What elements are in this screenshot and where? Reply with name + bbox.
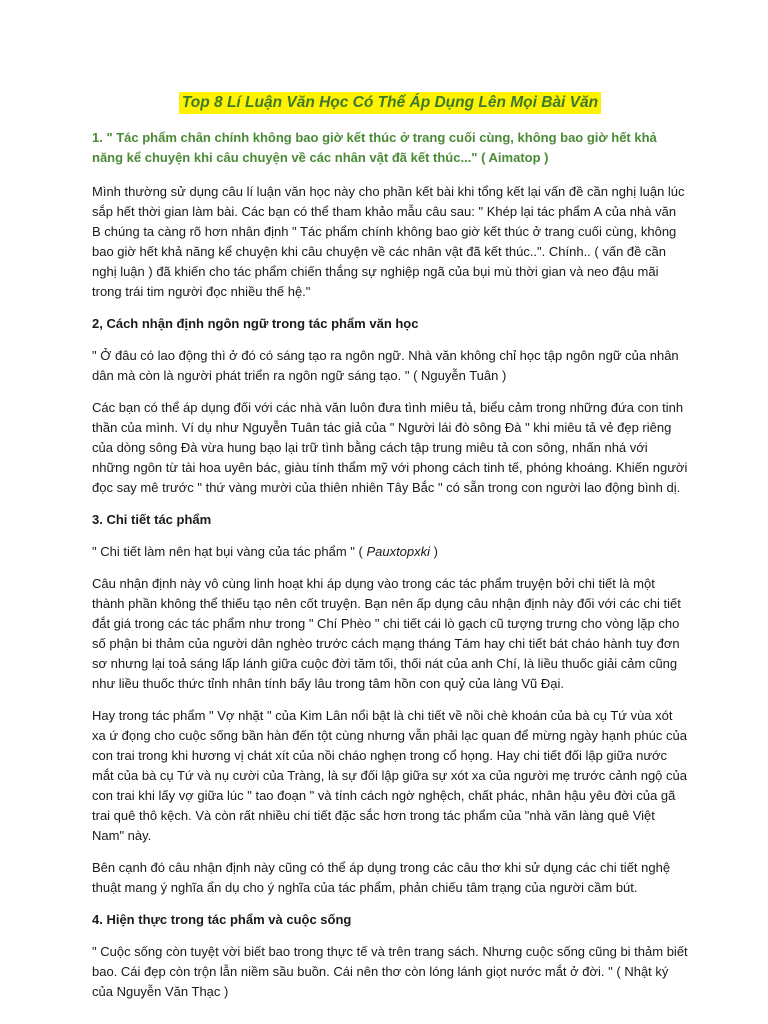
paragraph-8: " Cuộc sống còn tuyệt vời biết bao trong thực tế và trên trang sách. Nhưng cuộc sống cũng bi thảm biết bao. Cái đẹp còn trộn lẫn niềm sầu buồn. Cái nên thơ còn lóng lánh giọt nước mắt ở đời. " ( Nhật ký của Nguyễn Văn Thạc ) bbox=[92, 944, 688, 999]
quote-text: " Chi tiết làm nên hạt bụi vàng của tác phẩm " ( bbox=[92, 544, 367, 559]
quote-author: Pauxtopxki bbox=[366, 544, 431, 559]
heading-4: 4. Hiện thực trong tác phẩm và cuộc sống bbox=[92, 912, 352, 927]
paragraph-4 bbox=[92, 542, 688, 562]
paragraph-2: " Ở đâu có lao động thì ở đó có sáng tạo ra ngôn ngữ. Nhà văn không chỉ học tập ngôn ngữ của nhân dân mà còn là người phát triển ra ngôn ngữ sáng tạo. " ( Nguyễn Tuân ) bbox=[92, 348, 679, 383]
title-wrap bbox=[92, 92, 688, 114]
page-title: Top 8 Lí Luận Văn Học Có Thể Áp Dụng Lên Mọi Bài Văn bbox=[179, 92, 601, 114]
paragraph-1: Mình thường sử dụng câu lí luận văn học này cho phần kết bài khi tổng kết lại vấn đề cần nghị luận lúc sắp hết thời gian làm bài. Các bạn có thể tham khảo mẫu câu sau: " Khép lại tác phẩm A của nhà văn B chúng ta càng rõ hơn nhân định " Tác phẩm chính không bao giờ kết thúc ở trang cuối cùng, không bao giờ hết khả năng kể chuyện khi câu chuyện về các nhân vật đã kết thúc..". Chính.. ( vấn đề cần nghị luận ) đã khiến cho tác phẩm chiến thắng sự nghiệp ngã của bụi mù thời gian và neo đậu mãi trong trái tim người đọc nhiều thế hệ." bbox=[92, 184, 685, 299]
heading-2: 2, Cách nhận định ngôn ngữ trong tác phẩm văn học bbox=[92, 316, 419, 331]
quote-end: ) bbox=[430, 544, 438, 559]
paragraph-7: Bên cạnh đó câu nhận định này cũng có thể áp dụng trong các câu thơ khi sử dụng các chi tiết nghệ thuật mang ý nghĩa ẩn dụ cho ý nghĩa của tác phẩm, phản chiếu tâm trạng của người cầm bút. bbox=[92, 860, 671, 895]
paragraph-5: Câu nhận định này vô cùng linh hoạt khi áp dụng vào trong các tác phẩm truyện bởi chi tiết là một thành phần không thể thiếu tạo nên cốt truyện. Bạn nên ấp dụng câu nhận định này đối với các chi tiết đắt giá trong các tác phẩm như trong " Chí Phèo " chi tiết cái lò gạch cũ tượng trưng cho vòng lặp cho số phận bi thảm của người dân nghèo trước cách mạng tháng Tám hay chi tiết bát cháo hành tuy đơn sơ nhưng lại toả sáng lấp lánh giữa cuộc đời tăm tối, thối nát của anh Chí, là liều thuốc giải cảm cũng như liều thuốc thức tỉnh nhân tính bấy lâu trong tâm hồn con quỷ của làng Vũ Đại. bbox=[92, 576, 681, 691]
paragraph-3: Các bạn có thể áp dụng đối với các nhà văn luôn đưa tình miêu tả, biểu cảm trong những đứa con tinh thần của mình. Ví dụ như Nguyễn Tuân tác giả của " Người lái đò sông Đà " khi miêu tả vẻ đẹp riêng của dòng sông Đà vừa hung bạo lại trữ tình bằng cách tập trung miêu tả con sông, nhấn nhá với những ngôn từ tài hoa uyên bác, giàu tính thẩm mỹ với phong cách tinh tế, phóng khoáng. Khiến người đọc say mê trước " thứ vàng mười của thiên nhiên Tây Bắc " có sẵn trong con người lao động bình dị. bbox=[92, 400, 688, 495]
lead-quote: 1. " Tác phẩm chân chính không bao giờ kết thúc ở trang cuối cùng, không bao giờ hết khả năng kể chuyện khi câu chuyện về các nhân vật đã kết thúc..." ( Aimatop ) bbox=[92, 130, 657, 165]
heading-3: 3. Chi tiết tác phẩm bbox=[92, 512, 212, 527]
paragraph-6: Hay trong tác phẩm " Vợ nhặt " của Kim Lân nổi bật là chi tiết về nồi chè khoán của bà cụ Tứ vùa xót xa ứ đọng cho cuộc sống bần hàn đến tột cùng nhưng vẫn phải lạc quan để mừng ngày hạnh phúc của con trai trong khi hương vị chát xít của nồi cháo nghẹn trong cổ họng. Hay chi tiết đối lập giữa nước mắt của bà cụ Tứ và nụ cười của Tràng, là sự đối lập giữa sự xót xa của người mẹ trước cảnh ngộ của con trai khi lấy vợ giữa lúc " tao đoạn " và tính cách ngờ nghệch, chất phác, nhân hậu yêu đời của gã trai quê thô kệch. Và còn rất nhiều chi tiết đặc sắc hơn trong tác phẩm của "nhà văn làng quê Việt Nam" này. bbox=[92, 708, 687, 843]
